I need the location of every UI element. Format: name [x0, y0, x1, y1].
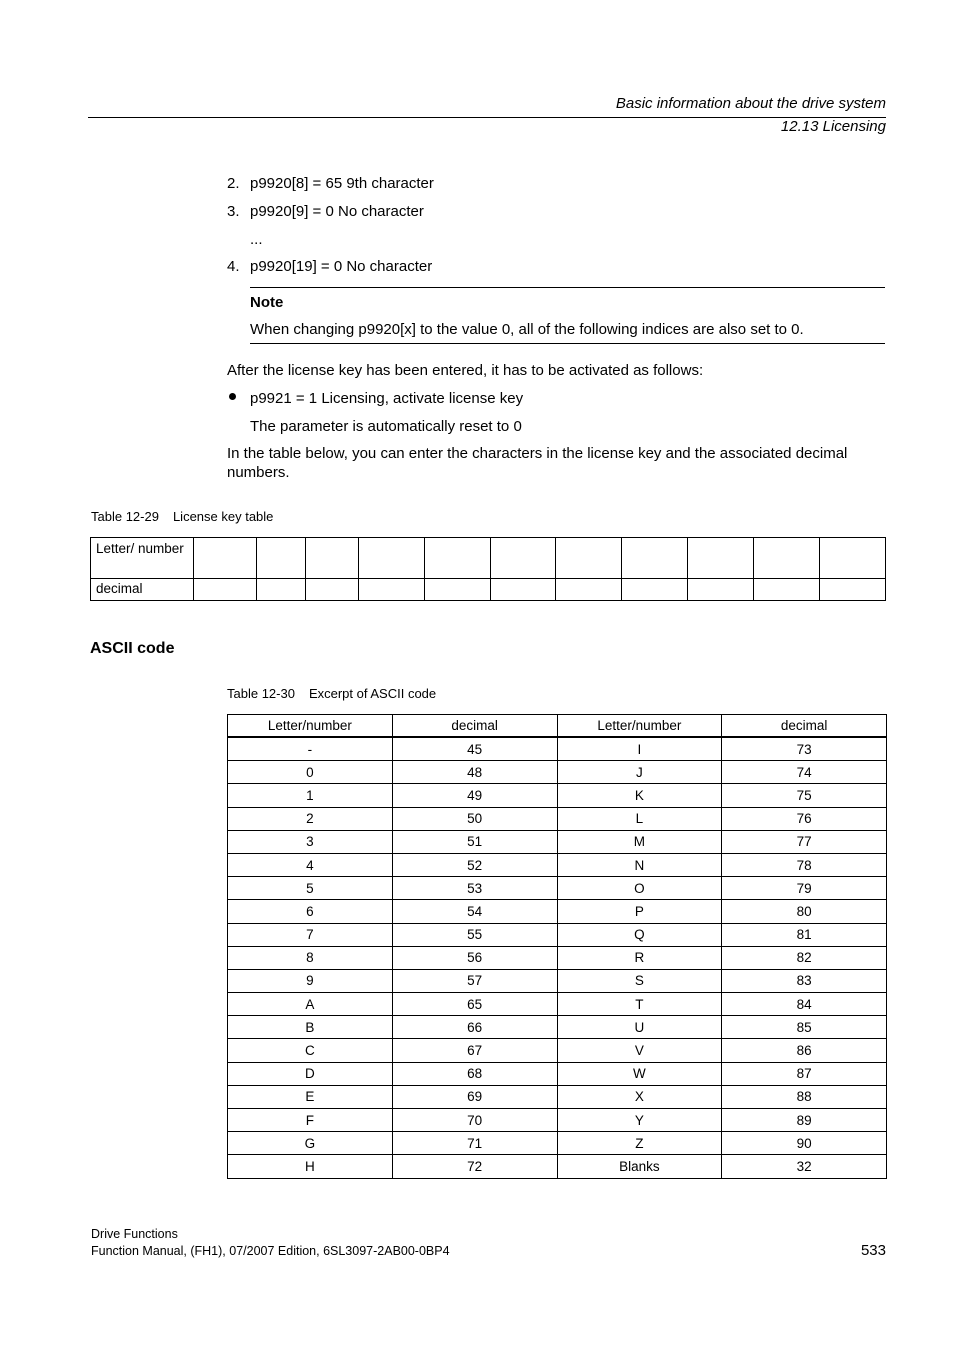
list-item-text: p9920[9] = 0 No character [250, 203, 424, 220]
table-cell: 90 [722, 1132, 887, 1155]
header-rule [88, 117, 886, 118]
entry-cell[interactable] [819, 538, 885, 579]
table-cell: 81 [722, 923, 887, 946]
table-cell: Z [557, 1132, 722, 1155]
entry-cell[interactable] [819, 579, 885, 601]
caption-number: Table 12-29 [91, 509, 159, 524]
header-chapter: Basic information about the drive system [615, 95, 886, 112]
table-cell: 56 [392, 946, 557, 969]
activation-intro: After the license key has been entered, it has to be activated as follows: [227, 362, 704, 379]
table-row [228, 784, 887, 807]
table-cell: 74 [722, 761, 887, 784]
table-cell: 82 [722, 946, 887, 969]
entry-cell[interactable] [358, 579, 424, 601]
entry-cell[interactable] [257, 538, 306, 579]
table-cell: 9 [228, 969, 393, 992]
column-header: decimal [392, 715, 557, 738]
table-cell: 80 [722, 900, 887, 923]
table-cell: 89 [722, 1109, 887, 1132]
activation-bullet: p9921 = 1 Licensing, activate license key [250, 390, 524, 407]
table-cell: 66 [392, 1016, 557, 1039]
table-cell: N [557, 853, 722, 876]
entry-cell[interactable] [688, 579, 754, 601]
column-header: Letter/number [228, 715, 393, 738]
table-cell: T [557, 993, 722, 1016]
row-label: decimal [91, 579, 194, 601]
caption-title: License key table [172, 509, 274, 524]
table-cell: 6 [228, 900, 393, 923]
table-cell: 67 [392, 1039, 557, 1062]
table-cell: 57 [392, 969, 557, 992]
table-row [228, 853, 887, 876]
table-row [228, 761, 887, 784]
column-header: decimal [722, 715, 887, 738]
table-row [91, 579, 886, 601]
list-ellipsis: ... [250, 231, 263, 248]
table-cell: 75 [722, 784, 887, 807]
caption-number: Table 12-30 [227, 686, 295, 701]
table-row [228, 993, 887, 1016]
table-cell: 49 [392, 784, 557, 807]
table-row [91, 538, 886, 579]
table-cell: Blanks [557, 1155, 722, 1178]
table-cell: 0 [228, 761, 393, 784]
entry-cell[interactable] [490, 579, 556, 601]
table-cell: 77 [722, 830, 887, 853]
table-row [228, 946, 887, 969]
table-cell: 72 [392, 1155, 557, 1178]
table-cell: 79 [722, 877, 887, 900]
entry-cell[interactable] [305, 538, 358, 579]
table-cell: Y [557, 1109, 722, 1132]
entry-cell[interactable] [688, 538, 754, 579]
entry-cell[interactable] [305, 579, 358, 601]
table-cell: 73 [722, 737, 887, 761]
column-header: Letter/number [557, 715, 722, 738]
entry-cell[interactable] [358, 538, 424, 579]
table-row [228, 900, 887, 923]
table-cell: O [557, 877, 722, 900]
table-cell: 54 [392, 900, 557, 923]
table-cell: 85 [722, 1016, 887, 1039]
table-cell: 84 [722, 993, 887, 1016]
table-cell: F [228, 1109, 393, 1132]
activation-bullet-sub: The parameter is automatically reset to 0 [250, 418, 522, 435]
table-cell: 45 [392, 737, 557, 761]
entry-cell[interactable] [193, 538, 257, 579]
caption-title: Excerpt of ASCII code [308, 686, 437, 701]
note-title: Note [250, 294, 284, 311]
table-cell: 52 [392, 853, 557, 876]
table-row [228, 830, 887, 853]
table-cell: 1 [228, 784, 393, 807]
ascii-table [227, 714, 887, 1179]
table-cell: U [557, 1016, 722, 1039]
ascii-table-caption [227, 686, 436, 701]
table-cell: 32 [722, 1155, 887, 1178]
table-cell: L [557, 807, 722, 830]
table-cell: X [557, 1085, 722, 1108]
table-cell: 53 [392, 877, 557, 900]
table-row [228, 923, 887, 946]
table-row [228, 807, 887, 830]
table-cell: 5 [228, 877, 393, 900]
table-header-row [228, 715, 887, 738]
row-label: Letter/ number [91, 538, 194, 579]
license-table-caption [91, 509, 273, 524]
table-row [228, 969, 887, 992]
footer-title: Drive Functions [91, 1227, 178, 1241]
table-cell: 65 [392, 993, 557, 1016]
list-item-number: 2. [227, 175, 240, 192]
entry-cell[interactable] [754, 538, 820, 579]
entry-cell[interactable] [754, 579, 820, 601]
table-cell: 83 [722, 969, 887, 992]
footer-edition: Function Manual, (FH1), 07/2007 Edition, 6SL3097-2AB00-0BP4 [91, 1244, 450, 1258]
bullet-dot-icon [229, 393, 236, 400]
list-item-text: p9920[19] = 0 No character [250, 258, 433, 275]
table-row [228, 1016, 887, 1039]
table-cell: C [228, 1039, 393, 1062]
table-cell: 4 [228, 853, 393, 876]
entry-cell[interactable] [424, 579, 490, 601]
table-cell: 86 [722, 1039, 887, 1062]
table-cell: M [557, 830, 722, 853]
list-item-text: p9920[8] = 65 9th character [250, 175, 434, 192]
page-number: 533 [860, 1242, 886, 1259]
note-bottom-rule [250, 343, 885, 344]
entry-cell[interactable] [257, 579, 306, 601]
table-cell: 78 [722, 853, 887, 876]
entry-cell[interactable] [622, 579, 688, 601]
table-cell: J [557, 761, 722, 784]
table-cell: H [228, 1155, 393, 1178]
table-cell: 70 [392, 1109, 557, 1132]
note-top-rule [250, 287, 885, 288]
table-cell: K [557, 784, 722, 807]
table-cell: B [228, 1016, 393, 1039]
table-cell: 2 [228, 807, 393, 830]
table-row [228, 737, 887, 761]
list-item-number: 3. [227, 203, 240, 220]
table-cell: 51 [392, 830, 557, 853]
list-item-number: 4. [227, 258, 240, 275]
table-row [228, 877, 887, 900]
entry-cell[interactable] [424, 538, 490, 579]
table-cell: I [557, 737, 722, 761]
table-cell: D [228, 1062, 393, 1085]
table-cell: R [557, 946, 722, 969]
license-key-table [90, 537, 886, 601]
entry-cell[interactable] [490, 538, 556, 579]
table-cell: 87 [722, 1062, 887, 1085]
table-cell: 88 [722, 1085, 887, 1108]
table-cell: Q [557, 923, 722, 946]
table-cell: - [228, 737, 393, 761]
ascii-table-body [228, 737, 887, 1178]
table-cell: W [557, 1062, 722, 1085]
entry-cell[interactable] [556, 579, 622, 601]
table-row [228, 1039, 887, 1062]
table-cell: 7 [228, 923, 393, 946]
table-intro: In the table below, you can enter the characters in the license key and the associated decimal numbers. [227, 445, 848, 481]
table-cell: 71 [392, 1132, 557, 1155]
table-cell: 68 [392, 1062, 557, 1085]
table-row [228, 1132, 887, 1155]
table-row [228, 1155, 887, 1178]
table-cell: 50 [392, 807, 557, 830]
table-cell: E [228, 1085, 393, 1108]
section-title: ASCII code [90, 640, 175, 657]
table-cell: 8 [228, 946, 393, 969]
table-cell: 48 [392, 761, 557, 784]
header-section: 12.13 Licensing [780, 118, 886, 135]
table-cell: 3 [228, 830, 393, 853]
entry-cell[interactable] [556, 538, 622, 579]
note-text: When changing p9920[x] to the value 0, all of the following indices are also set to 0. [250, 321, 804, 338]
table-row [228, 1109, 887, 1132]
table-cell: 69 [392, 1085, 557, 1108]
table-cell: 76 [722, 807, 887, 830]
table-cell: V [557, 1039, 722, 1062]
table-cell: A [228, 993, 393, 1016]
table-row [228, 1062, 887, 1085]
entry-cell[interactable] [193, 579, 257, 601]
entry-cell[interactable] [622, 538, 688, 579]
table-row [228, 1085, 887, 1108]
table-cell: 55 [392, 923, 557, 946]
table-cell: S [557, 969, 722, 992]
table-cell: P [557, 900, 722, 923]
table-cell: G [228, 1132, 393, 1155]
